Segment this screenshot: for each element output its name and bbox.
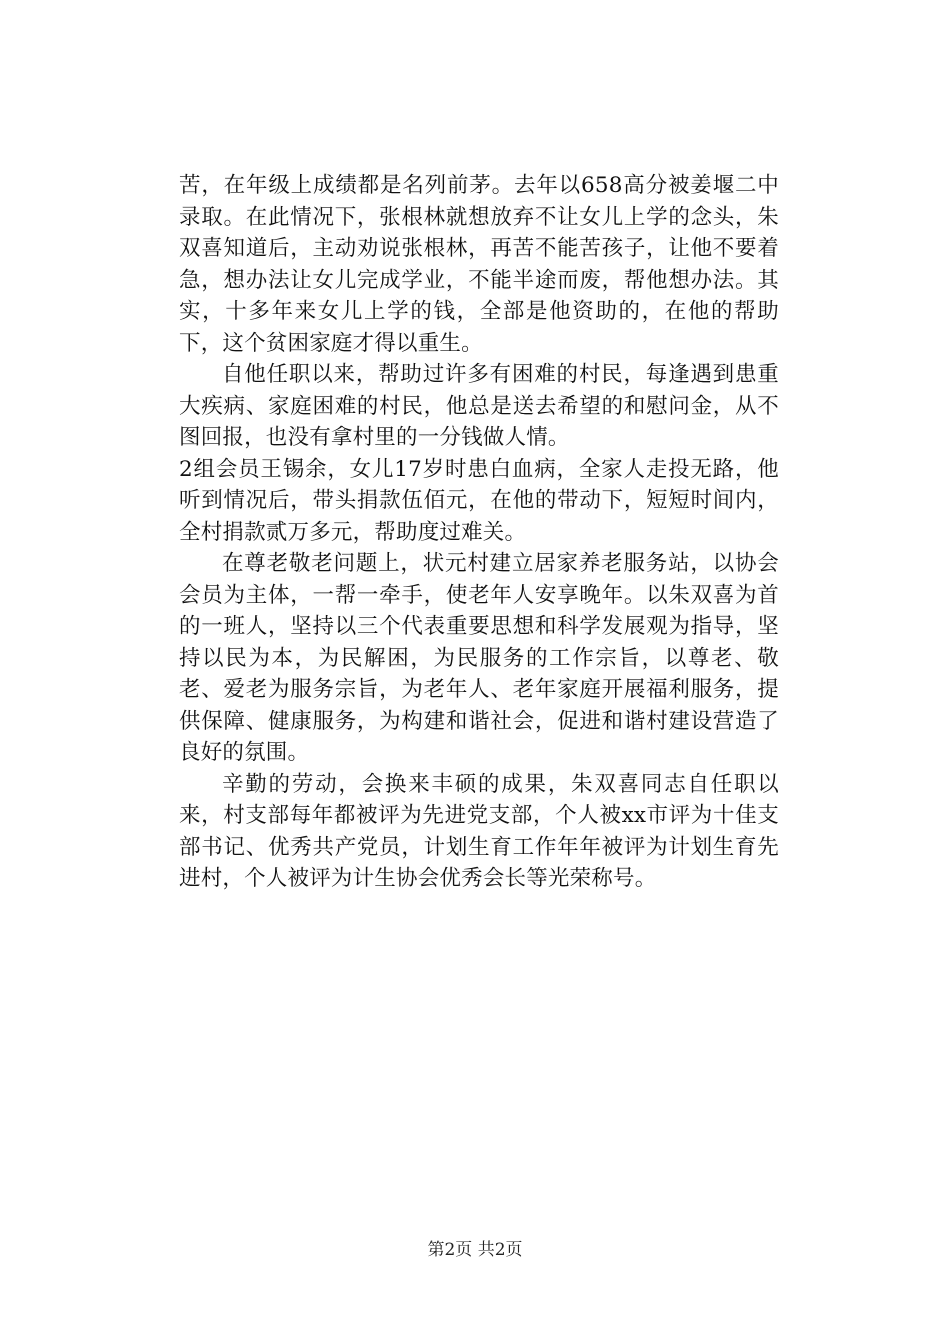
document-body <box>179 170 779 895</box>
paragraph-2: 自他任职以来，帮助过许多有困难的村民，每逢遇到患重大疾病、家庭困难的村民，他总是送去希望的和慰问金，从不图回报，也没有拿村里的一分钱做人情。 <box>179 362 779 450</box>
paragraph-3: 2组会员王锡余，女儿17岁时患白血病，全家人走投无路，他听到情况后，带头捐款伍佰元，在他的带动下，短短时间内，全村捐款贰万多元，帮助度过难关。 <box>179 456 779 545</box>
page-footer: 第2页 共2页 <box>427 1240 523 1260</box>
paragraph-1: 苦，在年级上成绩都是名列前茅。去年以658高分被姜堰二中录取。在此情况下，张根林就想放弃不让女儿上学的念头，朱双喜知道后，主动劝说张根林，再苦不能苦孩子，让他不要着急，想办法让女儿完成学业，不能半途而废，帮他想办法。其实，十多年来女儿上学的钱，全部是他资助的，在他的帮助下，这个贫困家庭才得以重生。 <box>179 173 779 356</box>
paragraph-4: 在尊老敬老问题上，状元村建立居家养老服务站，以协会会员为主体，一帮一牵手，使老年人安享晚年。以朱双喜为首的一班人，坚持以三个代表重要思想和科学发展观为指导，坚持以民为本，为民解困，为民服务的工作宗旨，以尊老、敬老、爱老为服务宗旨，为老年人、老年家庭开展福利服务，提供保障、健康服务，为构建和谐社会，促进和谐村建设营造了良好的氛围。 <box>179 551 779 765</box>
paragraph-5: 辛勤的劳动，会换来丰硕的成果，朱双喜同志自任职以来，村支部每年都被评为先进党支部，个人被xx市评为十佳支部书记、优秀共产党员，计划生育工作年年被评为计划生育先进村，个人被评为计生协会优秀会长等光荣称号。 <box>179 771 779 891</box>
